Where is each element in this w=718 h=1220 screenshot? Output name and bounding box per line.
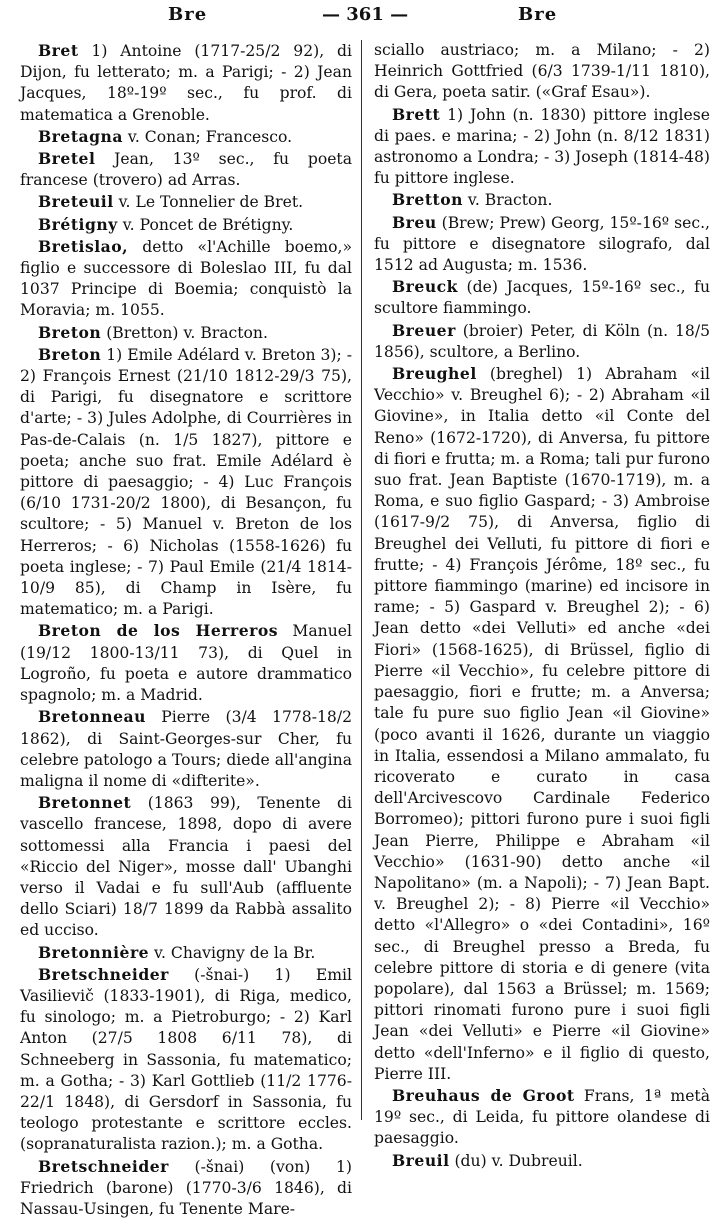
entry <box>20 706 352 792</box>
entry-text: Pierre (3/4 1778-18/2 1862), di Saint-Georges-sur Cher, fu celebre patologo a Tours; diede all'angina maligna il nome di «difterite». <box>20 708 352 790</box>
headword: Brétigny <box>38 214 118 234</box>
headword: Breuck <box>392 277 458 297</box>
page-number: — 361 — <box>322 4 409 25</box>
entry-continuation: sciallo austriaco; m. a Milano; - 2) Heinrich Gottfried (6/3 1739-1/11 1810), di Gera, poeta satir. («Graf Esau»). <box>374 41 710 102</box>
header-left-word: Bre <box>168 4 208 25</box>
entry-text: (1863 99), Tenente di vascello francese, 1898, dopo di avere sottomessi alla Francia i paesi del «Riccio del Niger», mosse dall' Ubanghi verso il Vadai e fu sull'Aub (affluente dello Sciari) 18/7 1899 da Rabbà assalito ed ucciso. <box>20 794 352 940</box>
headword: Breton de los Herreros <box>38 621 279 641</box>
entry-text: v. Le Tonnelier de Bret. <box>113 193 304 212</box>
headword: Breuil <box>392 1150 450 1170</box>
entry <box>374 363 710 1085</box>
entry-text: 1) Emile Adélard v. Breton 3); - 2) François Ernest (21/10 1812-29/3 75), di Parigi, fu disegnatore e scrittore d'arte; - 3) Jules Adolphe, di Courrières in Pas-de-Calais (n. 1/5 1827), pittore e poeta; anche suo frat. Emile Adélard è pittore di paesaggio; - 4) Luc François (6/10 1731-20/2 1800), di Besançon, fu scultore; - 5) Manuel v. Breton de los Herreros; - 6) Nicholas (1558-1626) fu poeta inglese; - 7) Paul Emile (21/4 1814-10/9 85), di Champ in Isère, fu matematico; m. a Parigi. <box>20 345 352 619</box>
entry-text: 1) Antoine (1717-25/2 92), di Dijon, fu letterato; m. a Parigi; - 2) Jean Jacques, 18º-19º sec., fu prof. di matematica a Grenoble. <box>20 42 352 124</box>
headword: Breton <box>38 322 102 342</box>
entry-text: detto «l'Achille boemo,» figlio e successore di Boleslao III, fu dal 1037 Principe di Boemia; conquistò la Moravia; m. 1055. <box>20 237 352 320</box>
entry-text: (de) Jacques, 15º-16º sec., fu scultore fiammingo. <box>374 278 710 318</box>
headword: Bretschneider <box>38 1156 169 1176</box>
entry-text: (broier) Peter, di Köln (n. 18/5 1856), scultore, a Berlino. <box>374 321 710 361</box>
entry-text: (Bretton) v. Bracton. <box>101 323 268 342</box>
entry <box>20 620 352 706</box>
entry <box>20 942 352 964</box>
entry <box>20 792 352 941</box>
entry <box>20 191 352 213</box>
headword: Breu <box>392 212 437 232</box>
headword: Brett <box>392 104 441 124</box>
column-divider <box>361 40 362 1120</box>
headword: Bretagna <box>38 126 123 146</box>
header-right-word: Bre <box>518 4 558 25</box>
entry-text: (Brew; Prew) Georg, 15º-16º sec., fu pittore e disegnatore silografo, dal 1512 ad Augusta; m. 1536. <box>374 213 710 275</box>
entry <box>20 1156 352 1220</box>
headword: Breughel <box>392 364 477 384</box>
left-column <box>20 40 352 1218</box>
entry-text: v. Poncet de Brétigny. <box>117 215 294 234</box>
entry <box>374 1150 710 1172</box>
entry-text: (breghel) 1) Abraham «il Vecchio» v. Breughel 6); - 2) Abraham «il Giovine», in Italia detto «il Conte del Reno» (1672-1720), di Anversa, fu pittore di fiori e frutta; m. a Roma; tali pur furono suo frat. Jean Baptiste (1670-1719), m. a Roma, e suo figlio Gaspard; - 3) Ambroise (1617-9/2 75), di Anversa, figlio di Breughel dei Velluti, fu pittore di fiori e frutte; - 4) François Jérôme, 18º sec., fu pittore fiammingo (marine) ed incisore in rame; - 5) Gaspard v. Breughel 2); - 6) Jean detto «dei Velluti» ed anche «dei Fiori» (1568-1625), di Brüssel, figlio di Pierre «il Vecchio», fu celebre pittore di paesaggio, fiori e frutte; m. a Anversa; tale fu pure suo figlio Jean «il Giovine» (poco avanti il 1626, durante un viaggio in Italia, essendosi a Milano ammalato, fu ricoverato e curato in casa dell'Arcivescovo Cardinale Federico Borromeo); pittori furono pure i suoi figli Jean Pierre, Philippe e Abraham «il Vecchio» (1631-90) detto anche «il Napolitano» (m. a Napoli); - 7) Jean Bapt. v. Breughel 2); - 8) Pierre «il Vecchio» detto «l'Allegro» o «dei Contadini», 16º sec., di Breughel presso a Breda, fu celebre pittore di storia e di genere (vita popolare), dal 1563 a Brüssel; m. 1569; pittori rinomati furono pure i suoi figli Jean «dei Velluti» e Pierre «il Giovine» detto «dell'Inferno» e il figlio di questo, Pierre III. <box>374 365 711 1083</box>
entry-text: v. Bracton. <box>462 191 553 210</box>
right-column <box>374 40 711 1170</box>
headword: Bretonneau <box>38 707 146 727</box>
entry <box>374 212 710 277</box>
entry <box>20 148 352 191</box>
headword: Bretonnet <box>38 793 132 813</box>
entry-text: Frans, 1ª metà 19º sec., di Leida, fu pittore olandese di paesaggio. <box>374 1086 710 1148</box>
headword: Bretschneider <box>38 964 169 984</box>
entry-text: Manuel (19/12 1800-13/11 73), di Quel in Logroño, fu poeta e autore drammatico spagnolo; m. a Madrid. <box>20 622 352 705</box>
entry <box>374 276 710 319</box>
headword: Bretislao, <box>38 236 129 256</box>
headword: Breteuil <box>38 192 114 212</box>
headword: Bretton <box>392 190 463 210</box>
headword: Bretonnière <box>38 942 150 962</box>
entry <box>20 236 352 322</box>
entry-text: v. Conan; Francesco. <box>122 127 293 146</box>
page-header <box>0 4 718 32</box>
entry <box>20 964 352 1156</box>
headword: Bretel <box>38 149 96 169</box>
entry-text: 1) John (n. 1830) pittore inglese di paes. e marina; - 2) John (n. 8/12 1831) astronomo a Londra; - 3) Joseph (1814-48) fu pittore inglese. <box>374 105 710 188</box>
entry-text: v. Chavigny de la Br. <box>149 943 316 962</box>
entry <box>374 320 710 363</box>
headword: Breuhaus de Groot <box>392 1085 575 1105</box>
entry <box>374 104 710 190</box>
entry <box>20 344 352 621</box>
headword: Breton <box>38 344 102 364</box>
entry <box>20 40 352 126</box>
entry-text: Jean, 13º sec., fu poeta francese (trovero) ad Arras. <box>20 150 352 190</box>
headword: Breuer <box>392 320 456 340</box>
entry <box>374 189 710 211</box>
entry <box>20 126 352 148</box>
entry-text: (-šnai) (von) 1) Friedrich (barone) (1770-3/6 1846), di Nassau-Usingen, fu Tenente Mare- <box>20 1157 352 1218</box>
entry <box>20 214 352 236</box>
headword: Bret <box>38 41 79 60</box>
entry-text: (-šnai-) 1) Emil Vasilievič (1833-1901), di Riga, medico, fu sinologo; m. a Pietroburgo; - 2) Karl Anton (27/5 1808 6/11 78), di Schneeberg in Sassonia, fu matematico; m. a Gotha; - 3) Karl Gottlieb (11/2 1776-22/1 1848), di Gersdorf in Sassonia, fu teologo protestante e scrittore eccles. (sopranaturalista razion.); m. a Gotha. <box>20 965 352 1154</box>
entry-text: (du) v. Dubreuil. <box>449 1151 583 1170</box>
entry <box>20 322 352 344</box>
entry <box>374 1085 710 1150</box>
